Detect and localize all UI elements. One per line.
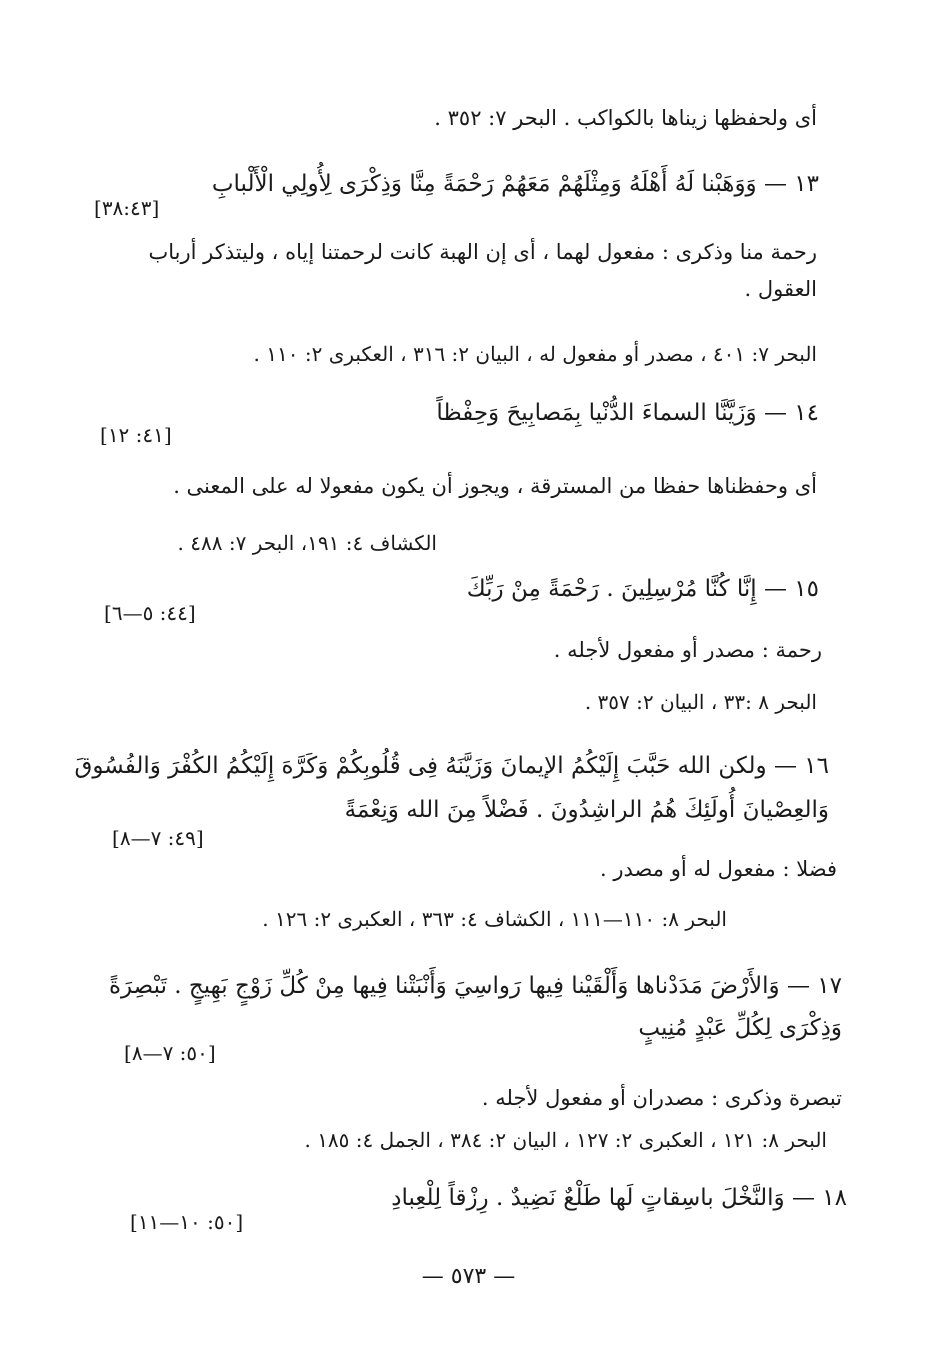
verse-16-line-1: ١٦ — ولكن الله حَبَّبَ إِلَيْكُمُ الإيمانَ وَزَيَّنَهُ فِى قُلُوبِكُمْ وَكَرَّهَ إِلَيْكُمُ الكُفْرَ وَالفُسُوقَ: [74, 753, 829, 779]
verse-18-reference: [٥٠: ١٠—١١]: [130, 1210, 244, 1234]
commentary-13-line-1: رحمة منا وذكرى : مفعول لهما ، أى إن الهبة كانت لرحمتنا إياه ، وليتذكر أرباب: [148, 240, 817, 264]
verse-15-reference: [٤٤: ٥—٦]: [104, 601, 196, 625]
verse-17-line-2: وَذِكْرَى لِكُلِّ عَبْدٍ مُنِيبٍ: [638, 1015, 842, 1041]
verse-17-line-1: ١٧ — وَالأَرْضَ مَدَدْناها وَأَلْقَيْنا فِيها رَواسِيَ وَأَنْبَتْنا فِيها مِنْ كُلِّ زَوْجٍ بَهِيجٍ . تَبْصِرَةً: [108, 973, 842, 999]
verse-14-reference: [٤١: ١٢]: [100, 423, 172, 447]
commentary-17: تبصرة وذكرى : مصدران أو مفعول لأجله .: [481, 1086, 842, 1110]
page-number: — ٥٧٣ —: [421, 1264, 516, 1289]
sources-15: البحر ٨ :٣٣ ، البيان ٢: ٣٥٧ .: [584, 690, 817, 714]
verse-13: ١٣ — وَوَهَبْنا لَهُ أَهْلَهُ وَمِثْلَهُمْ مَعَهُمْ رَحْمَةً مِنَّا وَذِكْرَى لِأُولِي الْأَلْبابِ: [211, 171, 819, 197]
commentary-13-line-2: العقول .: [744, 277, 817, 301]
commentary-line: أى ولحفظها زيناها بالكواكب . البحر ٧: ٣٥٢ .: [434, 106, 817, 130]
verse-15: ١٥ — إِنَّا كُنَّا مُرْسِلِينَ . رَحْمَةً مِنْ رَبِّكَ: [466, 576, 819, 602]
verse-14: ١٤ — وَزَيَّنَّا السماءَ الدُّنْيا بِمَصابِيحَ وَحِفْظاً: [436, 400, 819, 426]
commentary-16: فضلا : مفعول له أو مصدر .: [600, 857, 837, 881]
verse-17-reference: [٥٠: ٧—٨]: [124, 1041, 216, 1065]
verse-16-line-2: وَالعِصْيانَ أُولَئِكَ هُمُ الراشِدُونَ . فَضْلاً مِنَ الله وَنِعْمَةً: [344, 797, 829, 823]
verse-16-reference: [٤٩: ٧—٨]: [112, 826, 204, 850]
commentary-15: رحمة : مصدر أو مفعول لأجله .: [553, 638, 822, 662]
sources-14: الكشاف ٤: ١٩١، البحر ٧: ٤٨٨ .: [177, 531, 437, 555]
sources-13: البحر ٧: ٤٠١ ، مصدر أو مفعول له ، البيان ٢: ٣١٦ ، العكبرى ٢: ١١٠ .: [253, 342, 817, 366]
sources-17: البحر ٨: ١٢١ ، العكبرى ٢: ١٢٧ ، البيان ٢: ٣٨٤ ، الجمل ٤: ١٨٥ .: [304, 1128, 827, 1152]
commentary-14: أى وحفظناها حفظا من المسترقة ، ويجوز أن يكون مفعولا له على المعنى .: [173, 474, 817, 498]
verse-18: ١٨ — وَالنَّخْلَ باسِقاتٍ لَها طَلْعٌ نَضِيدٌ . رِزْقاً لِلْعِبادِ: [391, 1185, 847, 1211]
verse-13-reference: [٣٨:٤٣]: [94, 196, 160, 220]
sources-16: البحر ٨: ١١٠—١١١ ، الكشاف ٤: ٣٦٣ ، العكبرى ٢: ١٢٦ .: [262, 907, 727, 931]
